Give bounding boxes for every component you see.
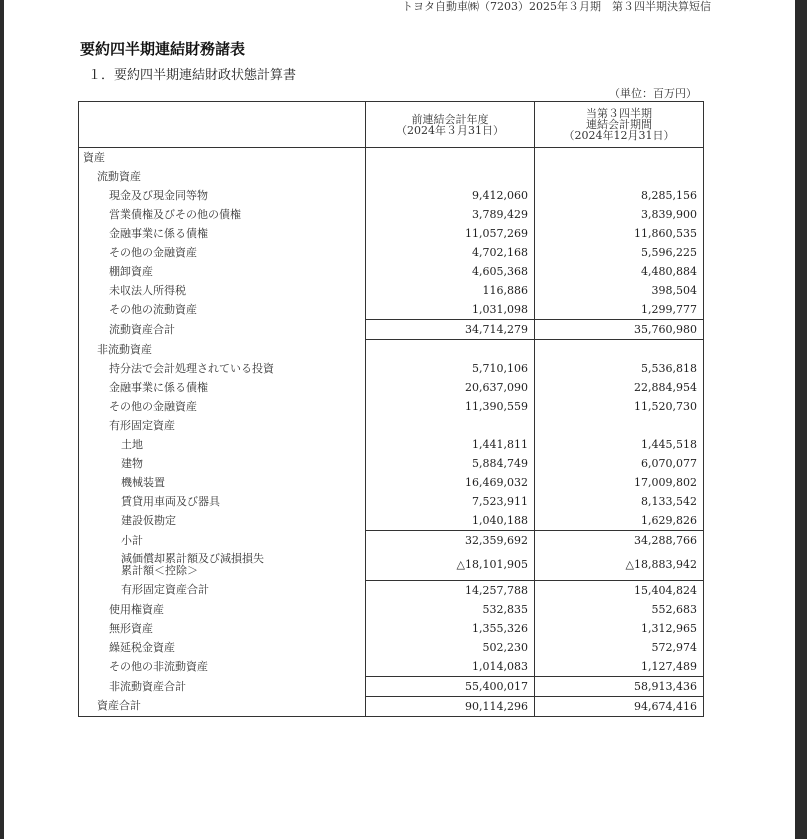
prev-period-value: 3,789,429 [366,205,535,224]
table-row [79,205,704,224]
row-label: 有形固定資産合計 [121,583,209,597]
current-period-value: 1,445,518 [535,435,704,454]
table-row [79,657,704,677]
current-period-value: 15,404,824 [535,580,704,600]
row-label: 繰延税金資産 [109,640,175,654]
current-period-value: 11,520,730 [535,397,704,416]
row-label: 土地 [121,438,143,451]
table-row [79,340,704,360]
prev-period-value [366,340,535,360]
scrollbar[interactable] [795,0,807,839]
row-label: 小計 [121,533,143,547]
current-period-value: 58,913,436 [535,676,704,696]
prev-period-value: 1,031,098 [366,300,535,320]
table-row [79,148,704,168]
row-label: 棚卸資産 [109,265,153,278]
prev-period-value: 14,257,788 [366,580,535,600]
prev-period-header [366,102,535,148]
current-period-value: 4,480,884 [535,262,704,281]
prev-period-value: △18,101,905 [366,550,535,580]
table-row [79,378,704,397]
table-row [79,600,704,619]
table-row [79,359,704,378]
current-period-value [535,340,704,360]
document-page [4,0,795,839]
section-title: 要約四半期連結財務諸表 [80,40,246,58]
prev-period-value: 16,469,032 [366,473,535,492]
current-period-value: 5,536,818 [535,359,704,378]
table-row [79,281,704,300]
table-row [79,511,704,531]
document-header: トヨタ自動車㈱（7203）2025年３月期 第３四半期決算短信 [402,0,711,13]
prev-period-value: 1,040,188 [366,511,535,531]
current-period-value: 8,285,156 [535,186,704,205]
prev-period-value [366,148,535,168]
row-label: その他の金融資産 [109,400,197,413]
current-period-value: 8,133,542 [535,492,704,511]
prev-period-value: 9,412,060 [366,186,535,205]
row-label [79,550,366,580]
table-row [79,435,704,454]
curr-header-line3: （2024年12月31日） [563,129,675,142]
curr-header-line2: 連結会計期間 [586,118,652,131]
prev-header-line2: （2024年３月31日） [396,123,504,137]
prev-period-value: 11,390,559 [366,397,535,416]
row-label: 金融事業に係る債権 [109,227,208,240]
row-label: その他の流動資産 [109,303,197,317]
current-period-value: 3,839,900 [535,205,704,224]
row-label: 使用権資産 [109,602,164,616]
table-row [79,531,704,551]
prev-period-value: 90,114,296 [366,696,535,716]
current-period-value: 1,629,826 [535,511,704,531]
table-row [79,619,704,638]
current-period-value: 22,884,954 [535,378,704,397]
curr-header-line1: 当第３四半期 [586,107,652,120]
prev-period-value: 5,884,749 [366,454,535,473]
table-row [79,397,704,416]
unit-note: （単位：百万円） [609,87,697,100]
current-period-value: 17,009,802 [535,473,704,492]
prev-period-value: 1,355,326 [366,619,535,638]
row-label: その他の金融資産 [109,246,197,259]
row-label: 流動資産 [97,170,141,183]
prev-period-value: 55,400,017 [366,676,535,696]
row-label: 現金及び現金同等物 [109,189,208,202]
current-period-value: 11,860,535 [535,224,704,243]
current-period-header [535,102,704,148]
row-label: 無形資産 [109,621,153,635]
current-period-value: 572,974 [535,638,704,657]
table-row [79,696,704,716]
table-row [79,224,704,243]
prev-period-value: 4,605,368 [366,262,535,281]
table-row [79,167,704,186]
table-row [79,300,704,320]
row-label: 有形固定資産 [109,419,175,432]
current-period-value: △18,883,942 [535,550,704,580]
row-label: その他の非流動資産 [109,659,208,673]
prev-header-line1: 前連結会計年度 [411,112,489,126]
prev-period-value: 4,702,168 [366,243,535,262]
prev-period-value: 20,637,090 [366,378,535,397]
table-row [79,676,704,696]
prev-period-value: 34,714,279 [366,320,535,340]
table-row [79,580,704,600]
table-row [79,243,704,262]
row-label: 資産合計 [97,699,141,713]
current-period-value [535,416,704,435]
current-period-value: 34,288,766 [535,531,704,551]
table-row [79,638,704,657]
current-period-value: 1,299,777 [535,300,704,320]
table-row [79,416,704,435]
prev-period-value: 11,057,269 [366,224,535,243]
current-period-value: 552,683 [535,600,704,619]
prev-period-value: 32,359,692 [366,531,535,551]
table-row [79,186,704,205]
prev-period-value: 7,523,911 [366,492,535,511]
row-label-line2: 累計額＜控除＞ [121,564,198,577]
balance-sheet-table [78,101,704,717]
prev-period-value: 5,710,106 [366,359,535,378]
current-period-value: 5,596,225 [535,243,704,262]
prev-period-value: 116,886 [366,281,535,300]
prev-period-value: 1,441,811 [366,435,535,454]
row-label: 非流動資産合計 [109,679,186,693]
prev-period-value [366,167,535,186]
table-header-row [79,102,704,148]
table-row [79,262,704,281]
label-column-header [79,102,366,148]
current-period-value [535,148,704,168]
current-period-value: 1,127,489 [535,657,704,677]
current-period-value: 1,312,965 [535,619,704,638]
row-label: 機械装置 [121,476,165,489]
table-row [79,550,704,580]
prev-period-value: 532,835 [366,600,535,619]
current-period-value: 398,504 [535,281,704,300]
current-period-value: 35,760,980 [535,320,704,340]
row-label: 金融事業に係る債権 [109,381,208,394]
row-label: 建設仮勘定 [121,514,176,528]
current-period-value: 6,070,077 [535,454,704,473]
prev-period-value [366,416,535,435]
row-label: 未収法人所得税 [109,284,186,297]
row-label: 持分法で会計処理されている投資 [109,362,274,375]
row-label: 賃貸用車両及び器具 [121,495,220,508]
section-subtitle: １．要約四半期連結財政状態計算書 [88,68,297,83]
row-label: 営業債権及びその他の債権 [109,208,241,221]
prev-period-value: 1,014,083 [366,657,535,677]
prev-period-value: 502,230 [366,638,535,657]
table-row [79,454,704,473]
row-label: 資産 [83,151,105,164]
row-label: 建物 [121,457,143,470]
table-row [79,320,704,340]
table-row [79,492,704,511]
current-period-value: 94,674,416 [535,696,704,716]
table-row [79,473,704,492]
current-period-value [535,167,704,186]
row-label-line1: 減価償却累計額及び減損損失 [121,552,264,565]
row-label: 流動資産合計 [109,323,175,336]
row-label: 非流動資産 [97,342,152,356]
